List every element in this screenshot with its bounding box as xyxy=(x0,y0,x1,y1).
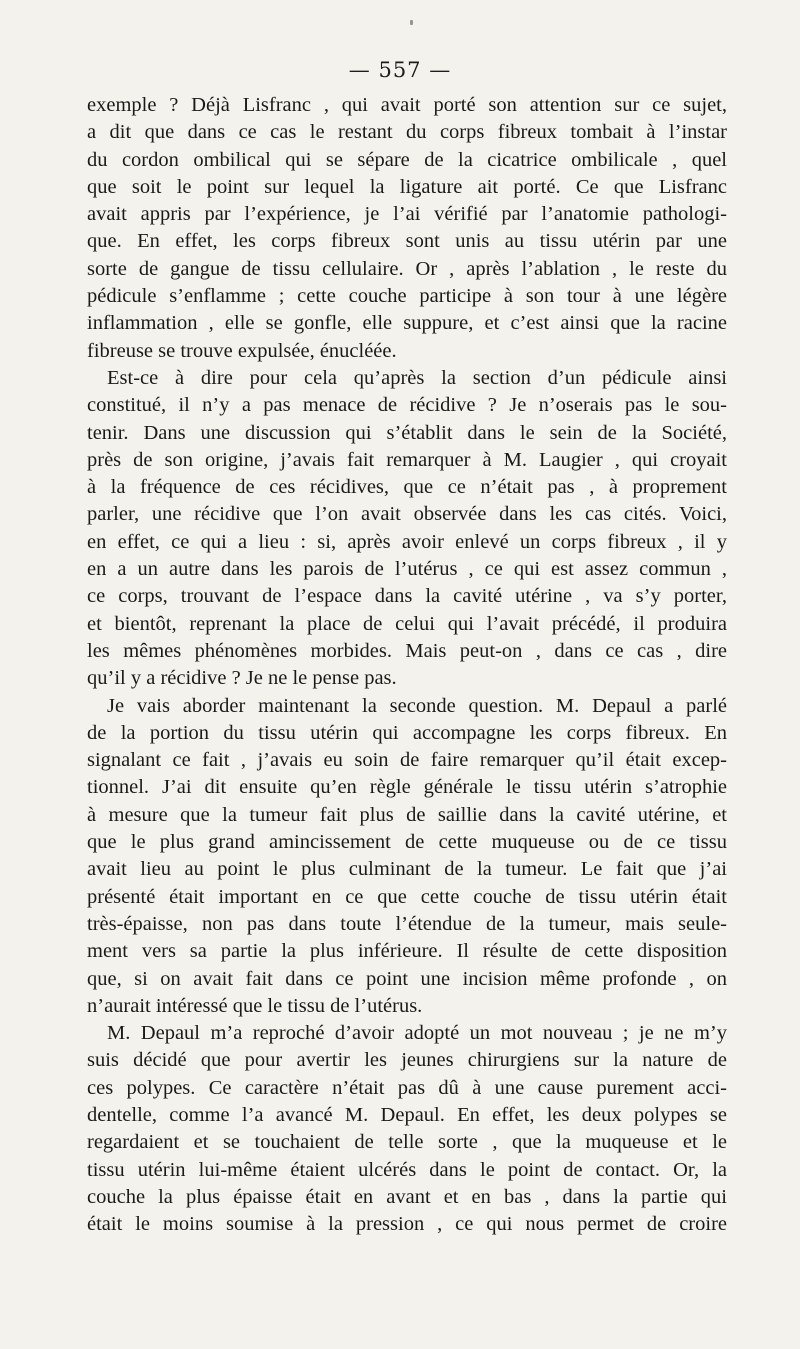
text-line: avait appris par l’expérience, je l’ai vérifié par l’anatomie pathologi- xyxy=(87,203,727,226)
text-line: a dit que dans ce cas le restant du corps fibreux tombait à l’instar xyxy=(87,121,727,144)
text-line: Je vais aborder maintenant la seconde question. M. Depaul a parlé xyxy=(107,694,727,717)
text-line: que le plus grand amincissement de cette muqueuse ou de ce tissu xyxy=(87,831,727,854)
text-line: du cordon ombilical qui se sépare de la cicatrice ombilicale , quel xyxy=(87,148,727,171)
text-line: inflammation , elle se gonfle, elle suppure, et c’est ainsi que la racine xyxy=(87,312,727,335)
text-line: dentelle, comme l’a avancé M. Depaul. En effet, les deux polypes se xyxy=(87,1103,727,1126)
text-line: en effet, ce qui a lieu : si, après avoir enlevé un corps fibreux , il y xyxy=(87,530,727,553)
text-line: ces polypes. Ce caractère n’était pas dû à une cause purement acci- xyxy=(87,1076,727,1099)
text-line: sorte de gangue de tissu cellulaire. Or , après l’ablation , le reste du xyxy=(87,257,727,280)
text-line: Est-ce à dire pour cela qu’après la section d’un pédicule ainsi xyxy=(107,366,727,389)
text-line: fibreuse se trouve expulsée, énucléée. xyxy=(87,339,397,362)
text-line: qu’il y a récidive ? Je ne le pense pas. xyxy=(87,667,397,690)
text-line: tissu utérin lui-même étaient ulcérés dans le point de contact. Or, la xyxy=(87,1158,727,1181)
text-line: avait lieu au point le plus culminant de la tumeur. Le fait que j’ai xyxy=(87,858,727,881)
text-line: que soit le point sur lequel la ligature ait porté. Ce que Lisfranc xyxy=(87,175,727,198)
text-line: était le moins soumise à la pression , ce qui nous permet de croire xyxy=(87,1213,727,1236)
text-line: que. En effet, les corps fibreux sont unis au tissu utérin par une xyxy=(87,230,727,253)
text-line: tenir. Dans une discussion qui s’établit dans le sein de la Société, xyxy=(87,421,727,444)
text-line: de la portion du tissu utérin qui accompagne les corps fibreux. En xyxy=(87,721,727,744)
page-number: — 557 — xyxy=(348,58,452,82)
text-line: tionnel. J’ai dit ensuite qu’en règle générale le tissu utérin s’atrophie xyxy=(87,776,727,799)
text-line: couche la plus épaisse était en avant et en bas , dans la partie qui xyxy=(87,1185,727,1208)
text-line: ment vers sa partie la plus inférieure. Il résulte de cette disposition xyxy=(87,940,727,963)
text-line: pédicule s’enflamme ; cette couche participe à son tour à une légère xyxy=(87,285,727,308)
text-line: en a un autre dans les parois de l’utérus , ce qui est assez commun , xyxy=(87,558,727,581)
text-line: très-épaisse, non pas dans toute l’étendue de la tumeur, mais seule- xyxy=(87,912,727,935)
text-line: exemple ? Déjà Lisfranc , qui avait porté son attention sur ce sujet, xyxy=(87,94,727,116)
page-speck xyxy=(410,20,413,25)
text-line: présenté était important en ce que cette couche de tissu utérin était xyxy=(87,885,727,908)
text-line: signalant ce fait , j’avais eu soin de faire remarquer qu’il était excep- xyxy=(87,749,727,772)
text-line: M. Depaul m’a reproché d’avoir adopté un mot nouveau ; je ne m’y xyxy=(107,1022,727,1045)
text-line: et bientôt, reprenant la place de celui qui l’avait précédé, il produira xyxy=(87,612,727,635)
text-line: les mêmes phénomènes morbides. Mais peut-on , dans ce cas , dire xyxy=(87,639,727,662)
text-line: n’aurait intéressé que le tissu de l’utérus. xyxy=(87,994,423,1017)
text-line: près de son origine, j’avais fait remarquer à M. Laugier , qui croyait xyxy=(87,448,727,471)
text-line: à la fréquence de ces récidives, que ce n’était pas , à proprement xyxy=(87,476,727,499)
text-line: constitué, il n’y a pas menace de récidive ? Je n’oserais pas le sou- xyxy=(87,394,727,417)
text-line: que, si on avait fait dans ce point une incision même profonde , on xyxy=(87,967,727,990)
text-line: parler, une récidive que l’on avait observée dans les cas cités. Voici, xyxy=(87,503,727,526)
text-line: ce corps, trouvant de l’espace dans la cavité utérine , va s’y porter, xyxy=(87,585,727,608)
body-text xyxy=(87,92,727,1238)
text-line: à mesure que la tumeur fait plus de saillie dans la cavité utérine, et xyxy=(87,803,727,826)
text-line: regardaient et se touchaient de telle sorte , que la muqueuse et le xyxy=(87,1131,727,1154)
text-line: suis décidé que pour avertir les jeunes chirurgiens sur la nature de xyxy=(87,1049,727,1072)
